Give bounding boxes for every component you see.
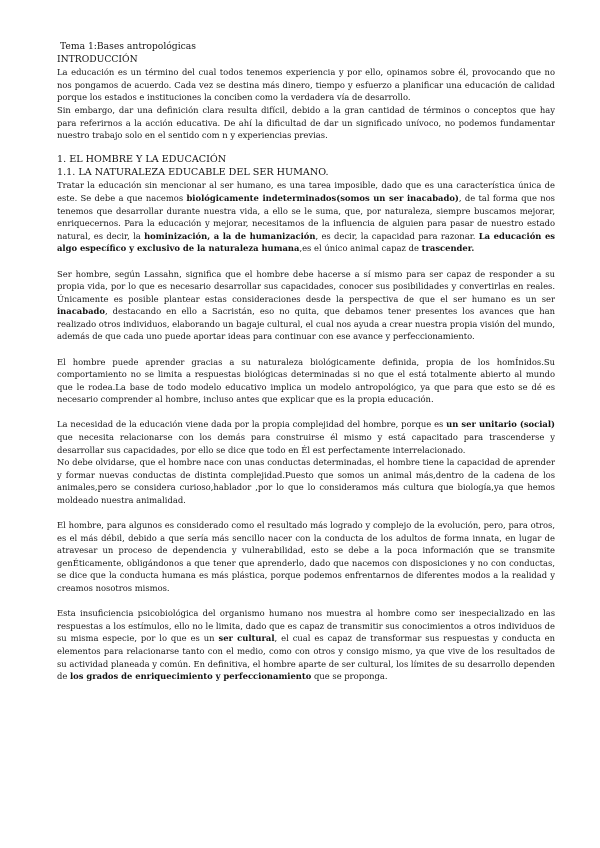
bold-run: un ser unitario (social)	[446, 419, 555, 430]
document-page	[57, 41, 555, 683]
paragraph-3: El hombre puede aprender gracias a su naturaleza biológicamente definida, propia de los homÍnidos.Su comportamiento no se limita a respuestas biológicas determinadas si no que el está totalmente abierto al mundo que le rodea.La base de todo modelo educativo implica un modelo antropológico, ya que para que esto se dé es necesario comprender al hombre, incluso antes que explicar que es la propia educación.	[57, 356, 555, 405]
bold-run: inacabado	[57, 306, 105, 317]
text-run: Ser hombre, según Lassahn, significa que el hombre debe hacerse a sí mismo para ser capaz de responder a su propia vida, por lo que es necesario desarrollar sus capacidades, conocer sus posibilidades y convertirlas en reales. Únicamente es posible plantear estas consideraciones desde la perspectiva de que el ser humano es un ser	[57, 268, 555, 304]
text-run: que se proponga.	[311, 671, 388, 682]
text-run: ,es el único animal capaz de	[299, 243, 422, 254]
text-run: , el cual es capaz de transformar sus respuestas y conducta en elementos para relacionarse tanto con el medio, como con otros y consigo mismo, ya que vive de los resultados de su actividad planeada y común. En definitiva, el hombre aparte de ser cultural, los límites de su desarrollo dependen de	[57, 633, 555, 682]
text-run: , es decir, la capacidad para razonar.	[315, 230, 479, 241]
bold-run: La educación es algo específico y exclusivo de la naturaleza humana	[57, 230, 555, 254]
topic-title: Tema 1:Bases antropológicas	[60, 41, 196, 52]
section-heading-1-1: 1.1. LA NATURALEZA EDUCABLE DEL SER HUMANO.	[57, 166, 329, 178]
intro-paragraph-2: Sin embargo, dar una definición clara resulta difícil, debido a la gran cantidad de términos o conceptos que hay para referirnos a la acción educativa. De ahí la dificultad de dar un significado unívoco, no podemos fundamentar nuestro trabajo solo en el sentido com n y experiencias previas.	[57, 104, 555, 141]
bold-run: biológicamente indeterminados(somos un ser inacabado)	[186, 193, 459, 204]
bold-run: ser cultural	[218, 633, 275, 644]
paragraph-2	[57, 268, 555, 344]
text-run: Esta insuficiencia psicobiológica del organismo humano nos muestra al hombre como ser inespecializado en las respuestas a los estímulos, ello no le limita, dado que es capaz de transmitir sus conocimientos a otros individuos de su misma especie, por lo que es un	[57, 608, 555, 644]
paragraph-5: No debe olvidarse, que el hombre nace con unas conductas determinadas, el hombre tiene la capacidad de aprender y formar nuevas conductas de distinta complejidad.Puesto que somos un animal más,dentro de la cadena de los animales,pero se considera curioso,hablador ,por lo que lo consideramos más cultura que biología,ya que hemos moldeado nuestra animalidad.	[57, 457, 555, 505]
section-heading-1: 1. EL HOMBRE Y LA EDUCACIÓN	[57, 154, 227, 166]
text-run: , de tal forma que nos tenemos que desarrollar durante nuestra vida, a ello se le suma, que, por naturaleza, siempre buscamos mejorar, enriquecernos. Para la educación y mejorar, necesitamos de la influencia de alguien para pasar de nuestro estado natural, es decir, la	[57, 193, 555, 241]
text-run: que necesita relacionarse con los demás para construirse él mismo y está capacitado para trascenderse y desarrollar sus capacidades, por ello se dice que todo en Él est perfectamente interrelacionado.	[57, 432, 555, 455]
bold-run: trascender.	[421, 243, 475, 254]
text-run: La necesidad de la educación viene dada por la propia complejidad del hombre, porque es	[57, 419, 447, 430]
paragraph-7	[57, 607, 555, 683]
intro-paragraph-1: La educación es un término del cual todos tenemos experiencia y por ello, opinamos sobre él, provocando que no nos pongamos de acuerdo. Cada vez se destina más dinero, tiempo y esfuerzo a planificar una educación de calidad porque los estados e instituciones la conciben como la verdadera vía de desarrollo.	[57, 67, 555, 103]
intro-heading: INTRODUCCIÓN	[57, 53, 138, 65]
text-run: , destacando en ello a Sacristán, eso no quita, que debamos tener presentes los avances que han realizado otros individuos, elaborando un bagaje cultural, el cual nos ayuda a crear nuestra propia visión del mundo, además de que cada uno puede aportar ideas para continuar con ese avance y perfeccionamiento.	[57, 306, 555, 342]
bold-run: los grados de enriquecimiento y perfeccionamiento	[69, 671, 312, 682]
text-run: Tratar la educación sin mencionar al ser humano, es una tarea imposible, dado que es una característica única de este. Se debe a que nacemos	[57, 180, 555, 204]
bold-run: hominización, a la de humanización	[144, 230, 316, 241]
paragraph-4	[57, 418, 555, 456]
paragraph-1	[57, 179, 555, 255]
paragraph-6: El hombre, para algunos es considerado como el resultado más logrado y complejo de la evolución, pero, para otros, es el más débil, debido a que sería más sencillo nacer con la conducta de los adultos de forma innata, en lugar de atravesar un proceso de dependencia y vulnerabilidad, esto se debe a la poca información que se transmite genÉticamente, obligándonos a que tener que aprenderlo, dado que nacemos con disposiciones y no con conductas, se dice que la conducta humana es más plástica, porque podemos enfrentarnos de diferentes modos a la realidad y creamos nosotros mismos.	[57, 520, 555, 594]
